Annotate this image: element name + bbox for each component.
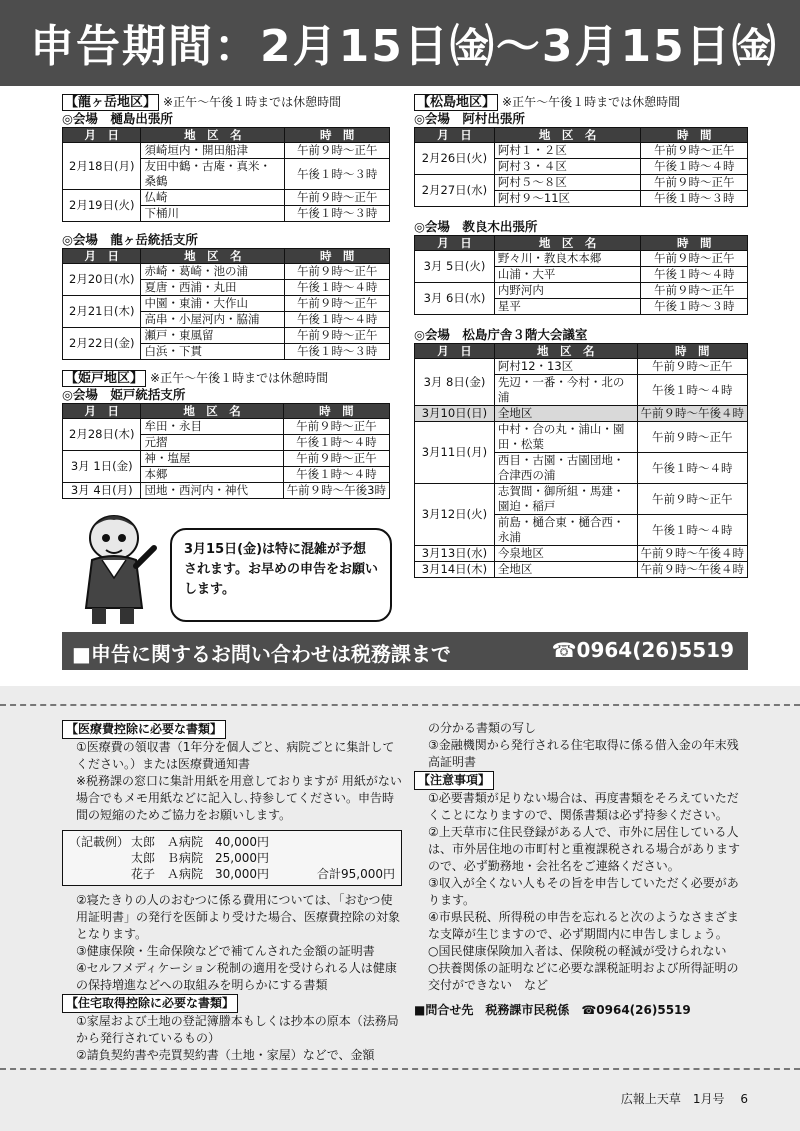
speech-text: 3月15日(金)は特に混雑が予想されます。お早めの申告をお願いします。: [184, 542, 378, 597]
table-row: 元摺 午後１時～４時: [63, 435, 390, 451]
table-row: 3月11日(月) 中村・合の丸・浦山・園田・松葉 午前９時～正午: [415, 422, 748, 453]
table-row: 2月21日(木) 中園・東浦・大作山 午前９時～正午: [63, 296, 390, 312]
schedule-table-hishima: [62, 127, 390, 222]
title-banner: [0, 0, 800, 86]
table-row: 2月18日(月) 須崎垣内・開田船津 午前９時～正午: [63, 143, 390, 159]
table-row: 3月 6日(水) 内野河内 午前９時～正午: [415, 283, 748, 299]
table-row: 2月27日(水) 阿村５～８区 午前９時～正午: [415, 175, 748, 191]
venue-heading: ◎会場 樋島出張所: [62, 111, 173, 126]
schedule-table-himedo: 月 日 地 区 名 時 間 2月28日(木) 牟田・永目 午前９時～正午 元摺 午後１時～４時 3月 1日(金) 神・塩屋 午前９時～正午 本郷 午後１時～４時 3月 4日(月) 団地・西河内・神代 午前９時～午後3時: [62, 403, 390, 499]
section-heading: 【医療費控除に必要な書類】: [62, 720, 226, 739]
table-row: 3月 8日(金) 阿村12・13区 午前９時～正午: [415, 359, 748, 375]
lower-left-column: 【医療費控除に必要な書類】 ①医療費の領収書（1年分を個人ごと、病院ごとに集計してください。）または医療費通知書 ※税務課の窓口に集計用紙を用意しておりますが 用紙がない場合でもメモ用紙などに記入し､持参してください。申告時間の短縮のためご協力をお願いします。 （記載例） 太郎 Ａ病院 40,000円 太郎 Ｂ病院 25,000円 花子 Ａ病院 30,000円 合計95,000円 ②寝たきりの人のおむつに係る費用については､「おむつ使用証明書」の発行を医師より受けた場合、医療費控除の対象となります。 ③健康保険・生命保険などで補てんされた金額の証明書 ④セルフメディケーション税制の適用を受けられる人は健康の保持増進などへの取組みを明らかにする書類 【住宅取得控除に必要な書類】 ①家屋および土地の登記簿謄本もしくは抄本の原本（法務局から発行されているもの） ②請負契約書や売買契約書（土地・家屋）などで、金額: [62, 720, 402, 1064]
region-matsushima: 【松島地区】 ※正午～午後１時までは休憩時間: [414, 94, 748, 111]
table-row: 前島・樋合東・樋合西・永浦 午後１時～４時: [415, 515, 748, 546]
table-row: 2月26日(火) 阿村１・２区 午前９時～正午: [415, 143, 748, 159]
table-row: 先辺・一番・今村・北の浦 午後１時～４時: [415, 375, 748, 406]
inquiry-line: ■問合せ先 税務課市民税係 ☎0964(26)5519: [414, 1003, 691, 1017]
page-footer: 広報上天草 1月号 6: [620, 1092, 748, 1106]
col-header-area: 地 区 名: [141, 128, 285, 143]
schedule-table-amura: 月 日 地 区 名 時 間 2月26日(火) 阿村１・２区 午前９時～正午 阿村３・４区 午後１時～４時 2月27日(水) 阿村５～８区 午前９時～正午 阿村９～11区 午後１時～３時: [414, 127, 748, 207]
dashed-divider: [0, 704, 800, 706]
speech-bubble: [170, 528, 392, 622]
table-row: 友田中鶴・古庵・真米・桑鶴 午後１時～３時: [63, 159, 390, 190]
table-row: 3月 5日(火) 野々川・教良木本郷 午前９時～正午: [415, 251, 748, 267]
table-row: 3月14日(木) 全地区 午前９時～午後４時: [415, 562, 748, 578]
contact-phone: ☎0964(26)5519: [551, 638, 734, 662]
contact-text: ■申告に関するお問い合わせは税務課まで: [72, 642, 451, 666]
venue-heading: ◎会場 龍ヶ岳統括支所: [62, 232, 198, 247]
section-heading: 【注意事項】: [414, 771, 494, 790]
section-heading: 【住宅取得控除に必要な書類】: [62, 994, 238, 1013]
left-column: [62, 94, 390, 509]
table-row: 3月12日(火) 志賀間・御所組・馬建・園迫・稲戸 午前９時～正午: [415, 484, 748, 515]
page-title: 申告期間：2月15日㈮～3月15日㈮: [30, 21, 778, 72]
schedule-table-matsushima-office: 月 日 地 区 名 時 間 3月 8日(金) 阿村12・13区 午前９時～正午 先辺・一番・今村・北の浦 午後１時～４時 3月10日(日) 全地区 午前９時～午後４時 3月11日(月) 中村・合の丸・浦山・園田・松葉 午前９時～正午 西目・古園・古園団地・合津西の浦 午後１時～４時 3月12日(火) 志賀間・御所組・馬建・園迫・稲戸 午前９時～正午 前島・樋合東・樋合西・永浦 午後１時～４時 3月13日(水) 今泉地区 午前９時～午後４時 3月14日(木) 全地区 午前９時～午後４時: [414, 343, 748, 578]
mascot-illustration: [62, 508, 162, 628]
venue-heading: ◎会場 松島庁舎３階大会議室: [414, 327, 588, 342]
table-row: 3月 1日(金) 神・塩屋 午前９時～正午: [63, 451, 390, 467]
table-row: 白浜・下貫 午後１時～３時: [63, 344, 390, 360]
schedule-table-kyoragi: 月 日 地 区 名 時 間 3月 5日(火) 野々川・教良木本郷 午前９時～正午 山浦・大平 午後１時～４時 3月 6日(水) 内野河内 午前９時～正午 星平 午後１時～３時: [414, 235, 748, 315]
table-row: 3月10日(日) 全地区 午前９時～午後４時: [415, 406, 748, 422]
table-row: 阿村９～11区 午後１時～３時: [415, 191, 748, 207]
contact-bar: [62, 632, 748, 670]
venue-heading: ◎会場 姫戸統括支所: [62, 387, 186, 402]
table-row: 本郷 午後１時～４時: [63, 467, 390, 483]
table-row: 2月19日(火) 仏崎 午前９時～正午: [63, 190, 390, 206]
table-row: 高串・小屋河内・脇浦 午後１時～４時: [63, 312, 390, 328]
table-row: 山浦・大平 午後１時～４時: [415, 267, 748, 283]
table-row: 2月20日(水) 赤崎・葛崎・池の浦 午前９時～正午: [63, 264, 390, 280]
venue-heading: ◎会場 教良木出張所: [414, 219, 538, 234]
table-row: 星平 午後１時～３時: [415, 299, 748, 315]
right-column: [414, 94, 748, 588]
col-header-date: 月 日: [63, 128, 141, 143]
lower-right-column: の分かる書類の写し ③金融機関から発行される住宅取得に係る借入金の年末残高証明書 【注意事項】 ①必要書類が足りない場合は、再度書類をそろえていただくことになりますので、関係書類は必ず持参ください。 ②上天草市に住民登録がある人で、市外に居住している人は、市外居住地の市町村と重複課税される場合がありますので、必ず勤務地・会社名をご連絡ください。 ③収入が全くない人もその旨を申告していただく必要があります。 ④市県民税、所得税の申告を忘れると次のようなさまざまな支障が生じますので、必ず期間内に申告しましょう。 ○国民健康保険加入者は、保険税の軽減が受けられない ○扶養関係の証明などに必要な課税証明および所得証明の交付ができない など ■問合せ先 税務課市民税係 ☎0964(26)5519: [414, 720, 750, 1019]
venue-heading: ◎会場 阿村出張所: [414, 111, 525, 126]
table-row: 西目・古園・古園団地・合津西の浦 午後１時～４時: [415, 453, 748, 484]
table-row: 2月22日(金) 瀬戸・東風留 午前９時～正午: [63, 328, 390, 344]
region-himedo: 【姫戸地区】 ※正午～午後１時までは休憩時間: [62, 370, 390, 387]
table-row: 2月28日(木) 牟田・永目 午前９時～正午: [63, 419, 390, 435]
table-row: 下桶川 午後１時～３時: [63, 206, 390, 222]
table-row: 3月 4日(月) 団地・西河内・神代 午前９時～午後3時: [63, 483, 390, 499]
region-ryugatake: 【龍ヶ岳地区】 ※正午～午後１時までは休憩時間: [62, 94, 390, 111]
table-row: 3月13日(水) 今泉地区 午前９時～午後４時: [415, 546, 748, 562]
table-row: 夏唐・西浦・丸田 午後１時～４時: [63, 280, 390, 296]
dashed-divider: [0, 1068, 800, 1070]
schedule-table-ryugatake: 月 日 地 区 名 時 間 2月20日(水) 赤崎・葛崎・池の浦 午前９時～正午 夏唐・西浦・丸田 午後１時～４時 2月21日(木) 中園・東浦・大作山 午前９時～正午 高串・小屋河内・脇浦 午後１時～４時 2月22日(金) 瀬戸・東風留 午前９時～正午 白浜・下貫 午後１時～３時: [62, 248, 390, 360]
table-row: 阿村３・４区 午後１時～４時: [415, 159, 748, 175]
col-header-time: 時 間: [285, 128, 390, 143]
example-box: （記載例） 太郎 Ａ病院 40,000円 太郎 Ｂ病院 25,000円 花子 Ａ病院 30,000円 合計95,000円: [62, 830, 402, 886]
